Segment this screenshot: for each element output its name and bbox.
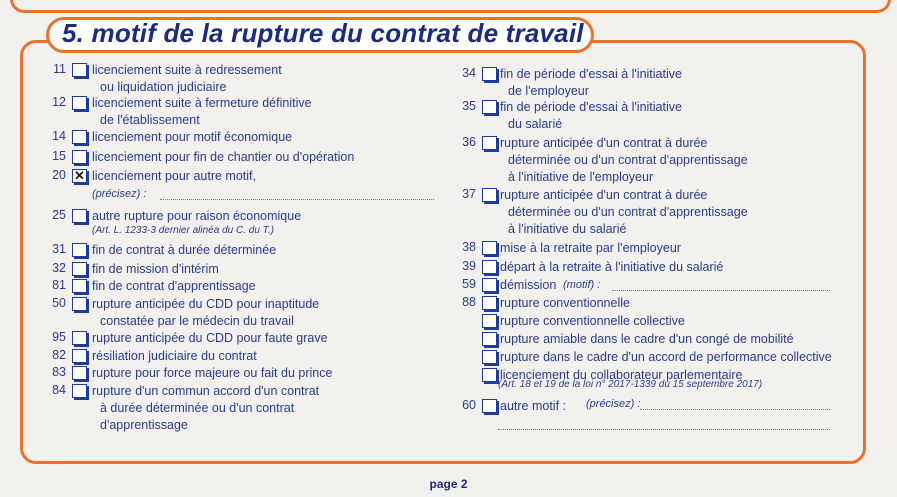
precisez-label-left: (précisez) : xyxy=(92,188,147,200)
left-option-label: fin de mission d'intérim xyxy=(92,262,219,276)
left-option-code: 83 xyxy=(52,365,66,379)
right-option-code: 39 xyxy=(462,259,476,273)
right-option-label: de l'employeur xyxy=(508,84,589,98)
right-option-label: rupture anticipée d'un contrat à durée xyxy=(500,188,708,202)
left-option-label: à durée déterminée ou d'un contrat xyxy=(100,401,295,415)
left-option-checkbox[interactable] xyxy=(72,243,87,257)
right-option-code: 88 xyxy=(462,295,476,309)
left-option-label: rupture pour force majeure ou fait du prince xyxy=(92,366,333,380)
right-option-checkbox[interactable] xyxy=(482,350,497,364)
left-option-label: licenciement suite à redressement xyxy=(92,63,282,77)
right-option-label: rupture conventionnelle collective xyxy=(500,314,685,328)
precisez-line-right-2[interactable] xyxy=(498,429,830,430)
right-option-label: du salarié xyxy=(508,117,563,131)
left-option-code: 14 xyxy=(52,129,66,143)
left-option-label: rupture anticipée du CDD pour inaptitude xyxy=(92,297,320,311)
right-option-checkbox[interactable] xyxy=(482,368,497,382)
left-option-checkbox[interactable] xyxy=(72,279,87,293)
left-option-code: 84 xyxy=(52,383,66,397)
right-option-label: démission xyxy=(500,278,557,292)
left-option-checkbox[interactable] xyxy=(72,63,87,77)
right-option-code: 60 xyxy=(462,398,476,412)
right-option-label: mise à la retraite par l'employeur xyxy=(500,241,681,255)
right-option-label: rupture conventionnelle xyxy=(500,296,630,310)
right-option-label: rupture amiable dans le cadre d'un congé de mobilité xyxy=(500,332,794,346)
right-option-checkbox[interactable] xyxy=(482,67,497,81)
left-option-checkbox[interactable] xyxy=(72,384,87,398)
right-option-code: 59 xyxy=(462,277,476,291)
right-option-label: rupture anticipée d'un contrat à durée xyxy=(500,136,708,150)
right-option-label: fin de période d'essai à l'initiative xyxy=(500,67,682,81)
left-option-checkbox[interactable] xyxy=(72,349,87,363)
right-option-code: 34 xyxy=(462,66,476,80)
right-option-checkbox[interactable] xyxy=(482,296,497,310)
left-option-checkbox[interactable] xyxy=(72,297,87,311)
left-option-label: résiliation judiciaire du contrat xyxy=(92,349,257,363)
left-option-checkbox[interactable] xyxy=(72,209,87,223)
left-option-label: licenciement pour autre motif, xyxy=(92,169,256,183)
left-option-label: fin de contrat d'apprentissage xyxy=(92,279,256,293)
right-option-label: licenciement du collaborateur parlementaire xyxy=(500,368,743,382)
right-option-checkbox[interactable] xyxy=(482,241,497,255)
left-option-code: 31 xyxy=(52,242,66,256)
right-option-checkbox[interactable] xyxy=(482,332,497,346)
left-option-code: 25 xyxy=(52,208,66,222)
right-option-checkbox[interactable] xyxy=(482,399,497,413)
left-option-checkbox[interactable] xyxy=(72,262,87,276)
right-option-code: 35 xyxy=(462,99,476,113)
left-option-label: constatée par le médecin du travail xyxy=(100,314,294,328)
left-option-checkbox[interactable] xyxy=(72,150,87,164)
right-option-label: à l'initiative de l'employeur xyxy=(508,170,654,184)
right-option-checkbox[interactable] xyxy=(482,278,497,292)
left-option-checkbox[interactable] xyxy=(72,96,87,110)
left-option-code: 11 xyxy=(53,62,66,76)
motif-label: (motif) : xyxy=(563,279,601,291)
left-option-label: ou liquidation judiciaire xyxy=(100,80,227,94)
right-option-label: déterminée ou d'un contrat d'apprentissage xyxy=(508,153,748,167)
right-option-checkbox[interactable] xyxy=(482,188,497,202)
right-option-code: 37 xyxy=(462,187,476,201)
left-option-label: rupture anticipée du CDD pour faute grave xyxy=(92,331,328,345)
precisez-line-right[interactable] xyxy=(640,409,830,410)
left-option-code: 50 xyxy=(52,296,66,310)
art-18-19-note: (Art. 18 et 19 de la loi n° 2017-1339 du 15 septembre 2017) xyxy=(498,379,763,390)
motif-line[interactable] xyxy=(612,290,830,291)
left-option-label: autre rupture pour raison économique xyxy=(92,209,302,223)
left-option-code: 12 xyxy=(52,95,66,109)
right-option-label: départ à la retraite à l'initiative du salarié xyxy=(500,260,724,274)
left-option-label: licenciement pour motif économique xyxy=(92,130,293,144)
right-option-checkbox[interactable] xyxy=(482,260,497,274)
left-option-code: 32 xyxy=(52,261,66,275)
left-option-label: d'apprentissage xyxy=(100,418,188,432)
left-option-code: 95 xyxy=(52,330,66,344)
right-option-label: à l'initiative du salarié xyxy=(508,222,627,236)
right-option-checkbox[interactable] xyxy=(482,100,497,114)
left-option-checkbox[interactable] xyxy=(72,169,87,183)
precisez-label-right: (précisez) : xyxy=(586,398,641,410)
page-number: page 2 xyxy=(429,477,468,491)
left-option-code: 82 xyxy=(52,348,66,362)
right-option-checkbox[interactable] xyxy=(482,314,497,328)
right-option-label: déterminée ou d'un contrat d'apprentissage xyxy=(508,205,748,219)
previous-section-frame xyxy=(10,0,891,13)
art-l1233-note: (Art. L. 1233-3 dernier alinéa du C. du T.) xyxy=(92,225,274,236)
left-option-label: de l'établissement xyxy=(100,113,200,127)
left-option-code: 81 xyxy=(52,278,66,292)
left-option-checkbox[interactable] xyxy=(72,366,87,380)
left-option-code: 15 xyxy=(52,149,66,163)
right-option-checkbox[interactable] xyxy=(482,136,497,150)
left-option-code: 20 xyxy=(52,168,66,182)
left-option-label: licenciement pour fin de chantier ou d'opération xyxy=(92,150,355,164)
right-option-code: 38 xyxy=(462,240,476,254)
left-option-checkbox[interactable] xyxy=(72,331,87,345)
left-option-label: fin de contrat à durée déterminée xyxy=(92,243,277,257)
precisez-line-left[interactable] xyxy=(160,199,434,200)
left-option-label: rupture d'un commun accord d'un contrat xyxy=(92,384,320,398)
right-option-code: 36 xyxy=(462,135,476,149)
left-option-label: licenciement suite à fermeture définitive xyxy=(92,96,312,110)
section-title: 5. motif de la rupture du contrat de travail xyxy=(62,18,584,48)
right-option-label: autre motif : xyxy=(500,399,566,413)
right-option-label: fin de période d'essai à l'initiative xyxy=(500,100,682,114)
left-option-checkbox[interactable] xyxy=(72,130,87,144)
right-option-label: rupture dans le cadre d'un accord de performance collective xyxy=(500,350,832,364)
